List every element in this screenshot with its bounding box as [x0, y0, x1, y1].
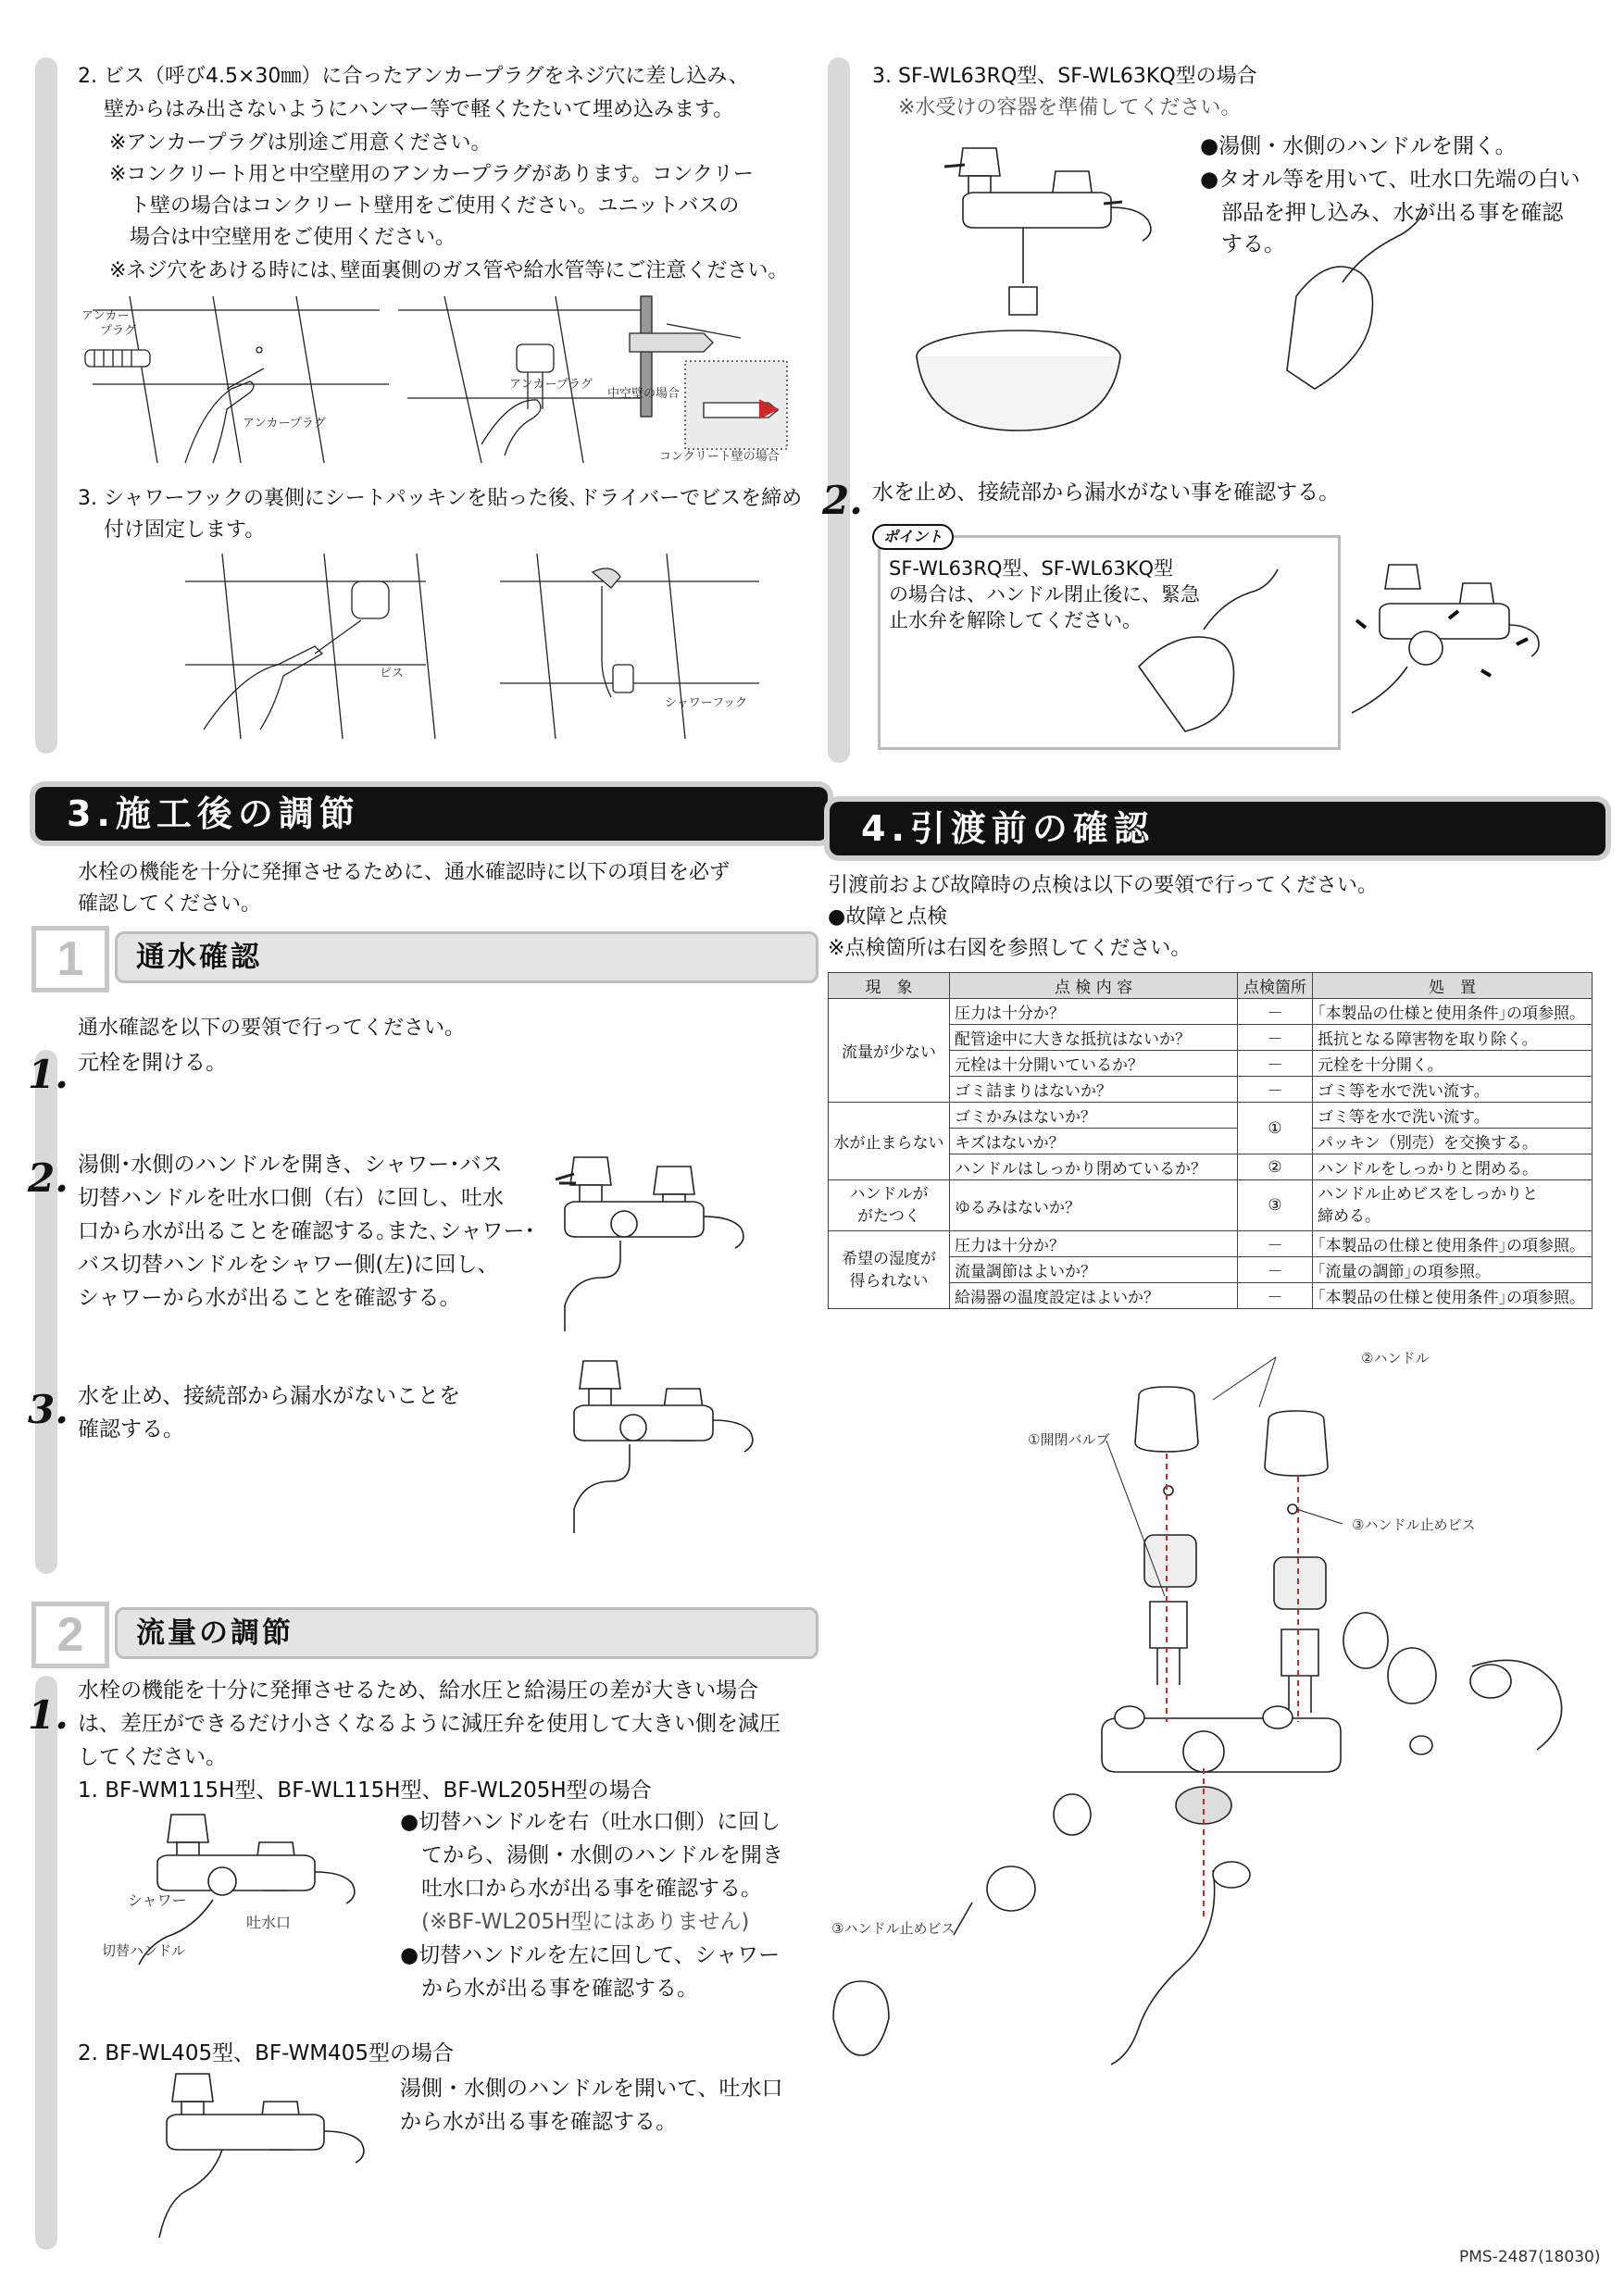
- install-step2-note3: ※ネジ穴をあける時には､壁面裏側のガス管や給水管等にご注意ください。: [109, 259, 789, 282]
- right-step3-note: ※水受けの容器を準備してください。: [898, 96, 1242, 119]
- section3-intro-2: 確認してください。: [78, 892, 262, 916]
- table-row: [829, 1231, 1593, 1257]
- faucet-illustration-step3: [556, 1361, 778, 1565]
- subsection1-title: 通水確認: [115, 931, 818, 983]
- table-row: [829, 1180, 1593, 1231]
- action-cell: 元栓を十分開く。: [1313, 1051, 1593, 1077]
- section3-title: 3.施工後の調節: [35, 787, 828, 841]
- table-header-check: 点 検 内 容: [950, 973, 1238, 999]
- subsection2-sidebar: [35, 1676, 57, 2250]
- case1-title: 1. BF-WM115H型、BF-WL115H型、BF-WL205H型の場合: [78, 1778, 652, 1803]
- section4-intro: 引渡前および故障時の点検は以下の要領で行ってください。: [828, 874, 1379, 897]
- action-cell: ゴミ等を水で洗い流す。: [1313, 1077, 1593, 1103]
- location-cell: －: [1238, 1077, 1313, 1103]
- subsection1-sidebar: [35, 1050, 57, 1574]
- rate-step1-number: 1.: [28, 1692, 69, 1738]
- point-line3: 止水弁を解除してください。: [889, 609, 1142, 631]
- table-header-action: 処 置: [1313, 973, 1593, 999]
- symptom-cell: 流量が少ない: [829, 999, 950, 1103]
- install-step2-note2c: 場合は中空壁用をご使用ください。: [130, 226, 456, 249]
- flow-step3-number: 3.: [28, 1387, 69, 1432]
- action-cell: ハンドルをしっかりと閉める。: [1313, 1154, 1593, 1180]
- location-cell: ②: [1238, 1154, 1313, 1180]
- flow-step3-line2: 確認する。: [78, 1417, 184, 1441]
- check-cell: 圧力は十分か？: [950, 1231, 1238, 1257]
- footer-code: PMS-2487(18030): [1459, 2248, 1601, 2266]
- check-cell: ゴミかみはないか？: [950, 1103, 1238, 1129]
- label-anchor-plug-2: アンカープラグ: [243, 417, 326, 430]
- case2-line1: 湯側・水側のハンドルを開いて、吐水口: [400, 2077, 783, 2101]
- right-step3-title: 3. SF-WL63RQ型、SF-WL63KQ型の場合: [872, 65, 1257, 88]
- location-cell: －: [1238, 1283, 1313, 1309]
- check-cell: ゴミ詰まりはないか？: [950, 1077, 1238, 1103]
- label-anchor-plug-b: プラグ: [100, 324, 137, 338]
- label-concrete-wall: コンクリート壁の場合: [659, 450, 780, 464]
- install-step2-line2: 壁からはみ出さないようにハンマー等で軽くたたいて埋め込みます。: [104, 98, 734, 121]
- action-cell: ｢本製品の仕様と使用条件｣の項参照。: [1313, 999, 1593, 1025]
- location-cell: －: [1238, 1257, 1313, 1283]
- install-step2-note2b: ト壁の場合はコンクリート壁用をご使用ください。ユニットバスの: [130, 194, 740, 218]
- action-cell: 抵抗となる障害物を取り除く。: [1313, 1025, 1593, 1051]
- subsection2-title: 流量の調節: [115, 1607, 818, 1659]
- table-row: [829, 1103, 1593, 1129]
- label-spout: 吐水口: [246, 1914, 292, 1931]
- rate-step1-line1: 水栓の機能を十分に発揮させるため、給水圧と給湯圧の差が大きい場合: [78, 1678, 759, 1703]
- label-shower-hook: シャワーフック: [665, 696, 748, 710]
- section4-title: 4.引渡前の確認: [830, 802, 1605, 855]
- rate-step1-line2: は、差圧ができるだけ小さくなるように減圧弁を使用して大きい側を減圧: [78, 1712, 781, 1736]
- right-step3-line3: 部品を押し込み、水が出る事を確認: [1200, 201, 1564, 225]
- right-top-sidebar: [828, 57, 850, 763]
- table-header-symptom: 現 象: [829, 973, 950, 999]
- exploded-parts-diagram: [824, 1352, 1593, 2055]
- action-cell: パッキン（別売）を交換する。: [1313, 1129, 1593, 1154]
- location-cell: －: [1238, 1051, 1313, 1077]
- label-switch-handle: 切替ハンドル: [102, 1942, 186, 1959]
- inspection-table: [828, 972, 1593, 1309]
- section4-sub: ●故障と点検: [828, 905, 948, 929]
- faucet-with-basin-illustration: [907, 130, 1574, 444]
- check-cell: ハンドルはしっかり閉めているか？: [950, 1154, 1238, 1180]
- install-step2-line1: 2. ビス（呼び4.5×30㎜）に合ったアンカープラグをネジ穴に差し込み、: [78, 65, 749, 88]
- label-handle-screw-2: ③ハンドル止めビス: [831, 1920, 956, 1937]
- point-line2: の場合は、ハンドル閉止後に、緊急: [889, 583, 1200, 605]
- action-cell: ハンドル止めビスをしっかりと 締める。: [1313, 1180, 1593, 1231]
- install-step3-line2: 付け固定します。: [104, 518, 266, 542]
- flow-step2-line1: 湯側･水側のハンドルを開き、シャワー･バス: [78, 1153, 503, 1177]
- table-header-location: 点検箇所: [1238, 973, 1313, 999]
- location-cell: ①: [1238, 1103, 1313, 1154]
- action-cell: ｢本製品の仕様と使用条件｣の項参照。: [1313, 1283, 1593, 1309]
- point-label: ポイント: [872, 524, 954, 550]
- faucet-illustration-step2: [556, 1139, 778, 1342]
- label-open-close-valve: ①開閉バルブ: [1028, 1431, 1110, 1448]
- flow-step1-number: 1.: [28, 1052, 69, 1097]
- case1-line2: てから、湯側・水側のハンドルを開き: [400, 1843, 783, 1867]
- subsection2-number: 2: [31, 1602, 109, 1668]
- location-cell: ③: [1238, 1180, 1313, 1231]
- check-cell: 配管途中に大きな抵抗はないか？: [950, 1025, 1238, 1051]
- right-step3-line1: ●湯側・水側のハンドルを開く。: [1200, 134, 1517, 158]
- emergency-valve-illustration: [1130, 555, 1574, 741]
- label-handle: ②ハンドル: [1361, 1350, 1430, 1366]
- flow-step2-line5: シャワーから水が出ることを確認する。: [78, 1286, 461, 1310]
- case2-line2: から水が出る事を確認する。: [400, 2110, 677, 2134]
- flow-step2-line2: 切替ハンドルを吐水口側（右）に回し、吐水: [78, 1186, 504, 1210]
- case1-line4: (※BF-WL205H型にはありません): [400, 1910, 750, 1934]
- label-anchor-plug-3: アンカープラグ: [509, 378, 593, 392]
- symptom-cell: 希望の湿度が 得られない: [829, 1231, 950, 1309]
- case1-line5: ●切替ハンドルを左に回して、シャワー: [400, 1943, 781, 1967]
- left-top-sidebar: [35, 57, 57, 754]
- right-step3-line4: する。: [1200, 232, 1285, 256]
- action-cell: ｢流量の調節｣の項参照。: [1313, 1257, 1593, 1283]
- location-cell: －: [1238, 999, 1313, 1025]
- symptom-cell: ハンドルが がたつく: [829, 1180, 950, 1231]
- case1-line6: から水が出る事を確認する。: [400, 1977, 698, 2001]
- location-cell: －: [1238, 1231, 1313, 1257]
- point-line1: SF-WL63RQ型、SF-WL63KQ型: [889, 557, 1174, 580]
- location-cell: －: [1238, 1025, 1313, 1051]
- right-step2-number: 2.: [822, 478, 863, 523]
- label-handle-screw-1: ③ハンドル止めビス: [1352, 1516, 1476, 1533]
- case1-line1: ●切替ハンドルを右（吐水口側）に回し: [400, 1810, 781, 1834]
- action-cell: ゴミ等を水で洗い流す。: [1313, 1103, 1593, 1129]
- rate-step1-line3: してください。: [78, 1745, 227, 1769]
- subsection1-number: 1: [31, 926, 109, 992]
- install-step2-note1: ※アンカープラグは別途ご用意ください。: [109, 131, 492, 155]
- section3-intro-1: 水栓の機能を十分に発揮させるために、通水確認時に以下の項目を必ず: [78, 861, 731, 884]
- flow-step3-line1: 水を止め、接続部から漏水がないことを: [78, 1384, 461, 1408]
- case1-line3: 吐水口から水が出る事を確認する。: [400, 1877, 762, 1901]
- right-step2-text: 水を止め、接続部から漏水がない事を確認する。: [872, 480, 1341, 505]
- label-hollow-wall: 中空壁の場合: [607, 387, 681, 401]
- shower-hook-illustration: [185, 554, 778, 748]
- table-row: [829, 999, 1593, 1025]
- check-cell: ゆるみはないか？: [950, 1180, 1238, 1231]
- label-shower: シャワー: [128, 1891, 187, 1909]
- flow-step1-line1: 元栓を開ける。: [78, 1051, 227, 1075]
- check-cell: 流量調節はよいか？: [950, 1257, 1238, 1283]
- check-cell: キズはないか？: [950, 1129, 1238, 1154]
- install-step3-line1: 3. シャワーフックの裏側にシートパッキンを貼った後､ドライバーでビスを締め: [78, 487, 803, 510]
- subsection1-intro: 通水確認を以下の要領で行ってください。: [78, 1017, 466, 1040]
- label-screw: ビス: [380, 667, 405, 680]
- flow-step2-line3: 口から水が出ることを確認する｡また､シャワー･: [78, 1219, 536, 1243]
- check-cell: 圧力は十分か？: [950, 999, 1238, 1025]
- flow-step2-line4: バス切替ハンドルをシャワー側(左)に回し、: [78, 1253, 499, 1277]
- check-cell: 給湯器の温度設定はよいか？: [950, 1283, 1238, 1309]
- flow-step2-number: 2.: [28, 1155, 69, 1201]
- action-cell: ｢本製品の仕様と使用条件｣の項参照。: [1313, 1231, 1593, 1257]
- table-header-row: [829, 973, 1593, 999]
- symptom-cell: 水が止まらない: [829, 1103, 950, 1180]
- install-step2-note2a: ※コンクリート用と中空壁用のアンカープラグがあります。コンクリー: [109, 163, 754, 186]
- faucet-illustration-case2: [148, 2074, 389, 2250]
- check-cell: 元栓は十分開いているか？: [950, 1051, 1238, 1077]
- case2-title: 2. BF-WL405型、BF-WM405型の場合: [78, 2041, 454, 2065]
- label-anchor-plug-a: アンカー: [81, 309, 130, 323]
- right-step3-line2: ●タオル等を用いて、吐水口先端の白い: [1200, 168, 1580, 192]
- section4-note: ※点検箇所は右図を参照してください。: [828, 937, 1192, 960]
